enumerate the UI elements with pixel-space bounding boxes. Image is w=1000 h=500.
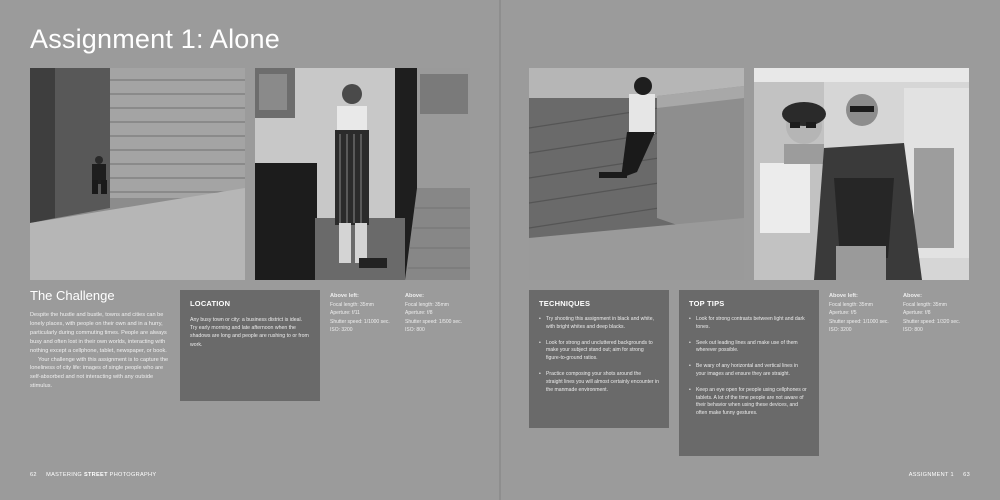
top-tips-list: [689, 316, 809, 418]
settings-line: Focal length: 35mm: [903, 302, 947, 309]
top-tips-heading: TOP TIPS: [689, 299, 725, 308]
settings-line: Shutter speed: 1/500 sec.: [405, 318, 462, 325]
photo-waiter-leaning-on-wall: [255, 68, 470, 280]
camera-settings-above: [405, 292, 475, 334]
techniques-item: • Look for strong and uncluttered backgrounds to make your subject stand out; aim for strong figure-to-ground ratios.: [539, 340, 659, 363]
settings-line: Shutter speed: 1/1000 sec.: [330, 318, 390, 325]
page-title: Assignment 1: Alone: [30, 24, 280, 54]
challenge-heading: The Challenge: [30, 288, 115, 303]
settings-line: ISO: 800: [903, 326, 923, 333]
settings-heading: Above:: [405, 293, 424, 299]
top-tips-item: • Keep an eye open for people using cellphones or tablets. A lot of the time people are not aware of their behavior when using these devices, and often make funny gestures.: [689, 387, 809, 418]
challenge-paragraph-2: Your challenge with this assignment is to capture the loneliness of city life: images of single people who are self-absorbed and not interacting with any outside stimulus.: [30, 356, 169, 390]
right-page-number: 63: [963, 472, 970, 478]
right-section-label: ASSIGNMENT 1: [908, 472, 954, 478]
challenge-paragraph-1: Despite the hustle and bustle, towns and cities can be lonely places, with people on their own and in a hurry, particularly during commuting times. People are always busy and often lost in their own worlds, interacting with nothing except a cellphone, tablet, newspaper, or book.: [30, 312, 167, 354]
settings-heading: Above left:: [829, 293, 858, 299]
settings-line: Focal length: 35mm: [405, 302, 449, 309]
top-tips-box: [679, 290, 819, 456]
settings-line: Focal length: 35mm: [829, 302, 873, 309]
techniques-heading: TECHNIQUES: [539, 299, 591, 308]
settings-line: Shutter speed: 1/320 sec.: [903, 318, 960, 325]
techniques-item: • Try shooting this assignment in black and white, with bright whites and deep blacks.: [539, 316, 659, 332]
settings-line: Aperture: f/8: [405, 310, 433, 317]
settings-line: Aperture: f/11: [330, 310, 360, 317]
settings-line: Aperture: f/5: [829, 310, 857, 317]
photo-man-sitting-on-steps: [30, 68, 245, 280]
settings-line: ISO: 3200: [330, 326, 353, 333]
top-tips-item: • Be wary of any horizontal and vertical lines in your images and ensure they are straight.: [689, 363, 809, 379]
techniques-item: • Practice composing your shots around the straight lines you will almost certainly encounter in the manmade environment.: [539, 371, 659, 394]
top-tips-item: • Look for strong contrasts between light and dark tones.: [689, 316, 809, 332]
location-heading: LOCATION: [190, 299, 231, 308]
left-page-number: 62: [30, 472, 37, 478]
book-title-bold: STREET: [83, 472, 108, 478]
challenge-body: [30, 311, 172, 391]
settings-heading: Above:: [903, 293, 922, 299]
settings-heading: Above left:: [330, 293, 359, 299]
camera-settings-above-left-right-page: [829, 292, 899, 334]
top-tips-item: • Seek out leading lines and make use of them wherever possible.: [689, 340, 809, 356]
left-page-footer: [30, 472, 156, 478]
book-spine: [499, 0, 501, 500]
settings-line: Shutter speed: 1/1000 sec.: [829, 318, 889, 325]
right-page-footer: [909, 472, 970, 478]
settings-line: ISO: 800: [405, 326, 425, 333]
settings-line: ISO: 3200: [829, 326, 852, 333]
photo-man-on-phone-on-steps: [529, 68, 744, 280]
location-text: Any busy town or city: a business district is ideal. Try early morning and late afternoon when the shadows are long and people are rushing to or from work.: [190, 317, 309, 348]
techniques-box: [529, 290, 669, 428]
camera-settings-above-left: [330, 292, 400, 334]
book-title-suffix: PHOTOGRAPHY: [109, 472, 157, 478]
photo-man-with-phone-by-poster: [754, 68, 969, 280]
techniques-list: [539, 316, 659, 394]
location-box: [180, 290, 320, 401]
settings-line: Focal length: 35mm: [330, 302, 374, 309]
settings-line: Aperture: f/8: [903, 310, 931, 317]
camera-settings-above-right-page: [903, 292, 978, 334]
book-title-prefix: MASTERING: [46, 472, 83, 478]
